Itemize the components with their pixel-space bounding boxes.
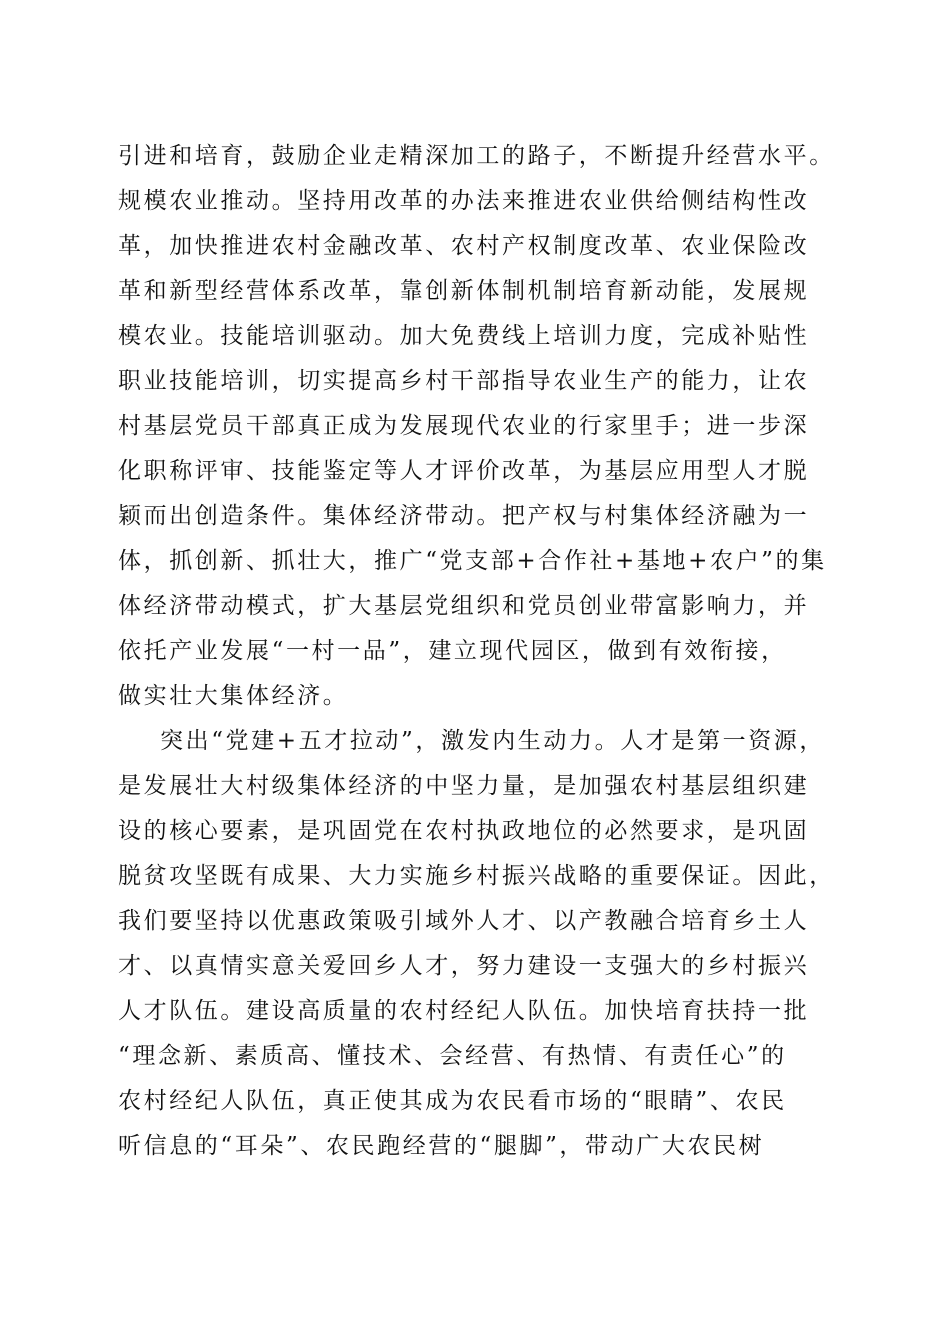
paragraph-line: 化职称评审、技能鉴定等人才评价改革，为基层应用型人才脱 [118, 458, 810, 484]
paragraph-line: 颖而出创造条件。集体经济带动。把产权与村集体经济融为一 [118, 503, 810, 529]
paragraph-line: “理念新、素质高、懂技术、会经营、有热情、有责任心”的 [118, 1043, 787, 1069]
paragraph-line: 脱贫攻坚既有成果、大力实施乡村振兴战略的重要保证。因此， [118, 863, 835, 889]
paragraph-line: 我们要坚持以优惠政策吸引域外人才、以产教融合培育乡土人 [118, 908, 810, 934]
paragraph-line: 突出“党建+五才拉动”，激发内生动力。人才是第一资源， [160, 728, 825, 754]
paragraph-line: 是发展壮大村级集体经济的中坚力量，是加强农村基层组织建 [118, 773, 810, 799]
paragraph-line: 听信息的“耳朵”、农民跑经营的“腿脚”，带动广大农民树 [118, 1133, 765, 1159]
paragraph-line: 职业技能培训，切实提高乡村干部指导农业生产的能力，让农 [118, 368, 810, 394]
paragraph-line: 体经济带动模式，扩大基层党组织和党员创业带富影响力，并 [118, 593, 810, 619]
paragraph-1 [118, 134, 838, 719]
paragraph-line: 人才队伍。建设高质量的农村经纪人队伍。加快培育扶持一批 [118, 998, 810, 1024]
paragraph-line: 村基层党员干部真正成为发展现代农业的行家里手；进一步深 [118, 413, 810, 439]
paragraph-line: 引进和培育，鼓励企业走精深加工的路子，不断提升经营水平。 [118, 143, 835, 169]
paragraph-line: 做实壮大集体经济。 [118, 683, 349, 709]
paragraph-line: 设的核心要素，是巩固党在农村执政地位的必然要求，是巩固 [118, 818, 810, 844]
paragraph-line: 规模农业推动。坚持用改革的办法来推进农业供给侧结构性改 [118, 188, 810, 214]
paragraph-line: 才、以真情实意关爱回乡人才，努力建设一支强大的乡村振兴 [118, 953, 810, 979]
paragraph-line: 体，抓创新、抓壮大，推广“党支部+合作社+基地+农户”的集 [118, 548, 827, 574]
paragraph-line: 农村经纪人队伍，真正使其成为农民看市场的“眼睛”、农民 [118, 1088, 787, 1114]
paragraph-line: 模农业。技能培训驱动。加大免费线上培训力度，完成补贴性 [118, 323, 810, 349]
paragraph-line: 革，加快推进农村金融改革、农村产权制度改革、农业保险改 [118, 233, 810, 259]
paragraph-2 [118, 719, 838, 1169]
paragraph-line: 依托产业发展“一村一品”，建立现代园区，做到有效衔接， [118, 638, 787, 664]
paragraph-line: 革和新型经营体系改革，靠创新体制机制培育新动能，发展规 [118, 278, 810, 304]
